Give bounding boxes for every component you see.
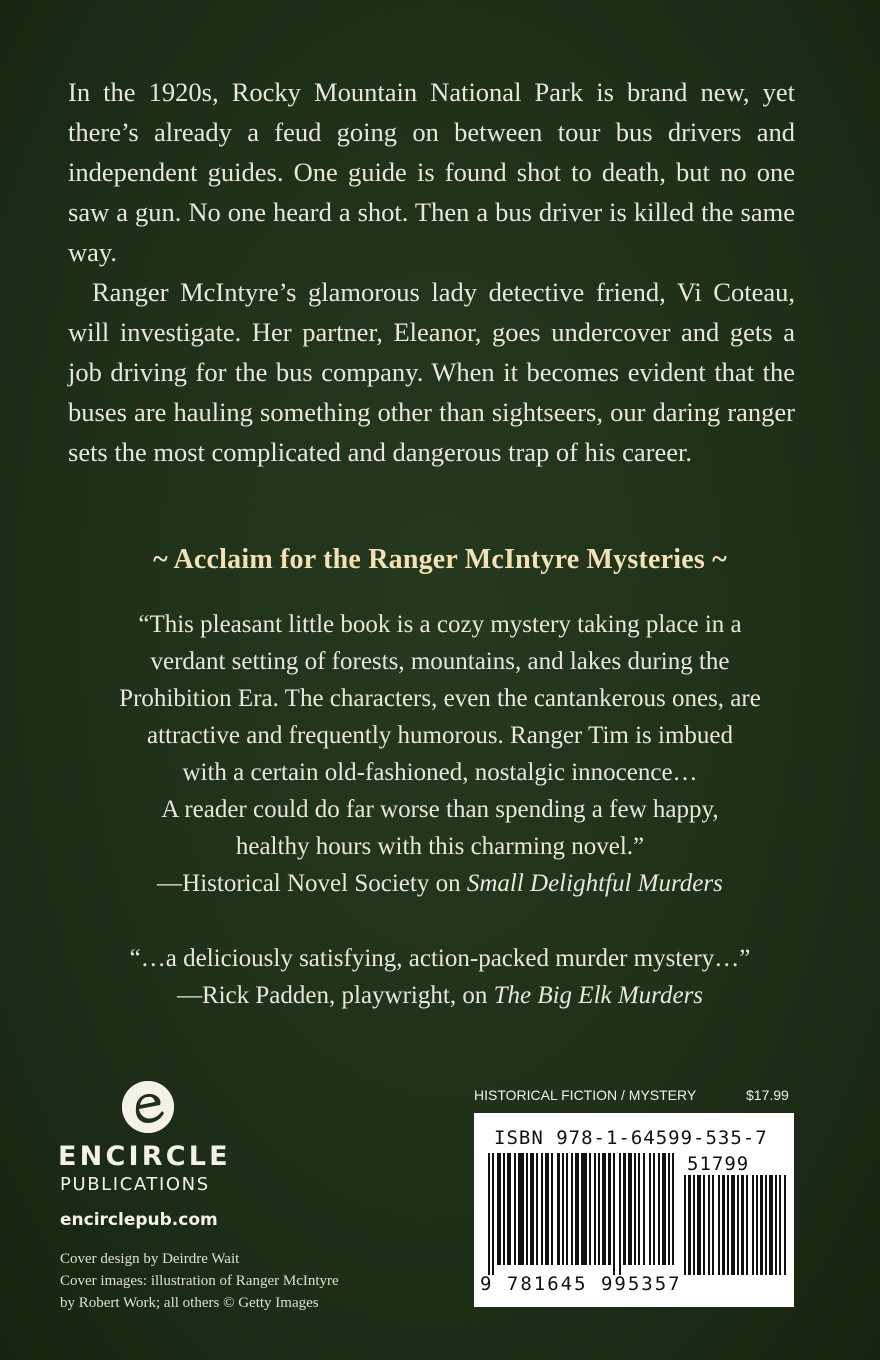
- attribution-book-title: Small Delightful Murders: [466, 870, 723, 897]
- credit-line: Cover design by Deirdre Wait: [60, 1251, 240, 1267]
- attribution-source: —Historical Novel Society on: [157, 870, 467, 897]
- quote-line: healthy hours with this charming novel.”: [235, 833, 645, 860]
- credit-line: Cover images: illustration of Ranger McIntyre: [60, 1273, 339, 1289]
- quote-line: with a certain old-fashioned, nostalgic innocence…: [182, 759, 698, 786]
- publisher-subtitle: PUBLICATIONS: [60, 1174, 210, 1195]
- publisher-url[interactable]: encirclepub.com: [60, 1210, 218, 1230]
- review-quote-2: [40, 940, 840, 1014]
- isbn-barcode: [474, 1113, 794, 1307]
- publisher-name: ENCIRCLE: [58, 1141, 231, 1172]
- quote-attribution: [40, 865, 840, 902]
- quote-line: Prohibition Era. The characters, even the cantankerous ones, are: [119, 685, 761, 712]
- quote-line: attractive and frequently humorous. Ranger Tim is imbued: [146, 722, 733, 749]
- blurb-paragraph-2: Ranger McIntyre’s glamorous lady detective friend, Vi Coteau, will investigate. Her partner, Eleanor, goes undercover and gets a job driving for the bus company. When it becomes evident that the buses are hauling something other than sightseers, our daring ranger sets the most complicated and dangerous trap of his career.: [68, 277, 795, 467]
- isbn-label: ISBN 978-1-64599-535-7: [494, 1127, 768, 1149]
- blurb-paragraph-1: In the 1920s, Rocky Mountain National Park is brand new, yet there’s already a feud going on between tour bus drivers and independent guides. One guide is found shot to death, but no one saw a gun. No one heard a shot. Then a bus driver is killed the same way.: [68, 77, 795, 267]
- review-quote-1: [40, 606, 840, 902]
- acclaim-heading: ~ Acclaim for the Ranger McIntyre Mysteries ~: [153, 544, 727, 575]
- ean-barcode-bars: [488, 1153, 678, 1275]
- encircle-e-logo-icon: [122, 1081, 174, 1133]
- quote-line: “…a deliciously satisfying, action-packed murder mystery…”: [129, 945, 751, 972]
- price-code-label: 51799: [687, 1153, 750, 1175]
- quote-line: verdant setting of forests, mountains, and lakes during the: [150, 648, 730, 675]
- addon-barcode-bars: [684, 1175, 788, 1275]
- attribution-source: —Rick Padden, playwright, on: [176, 982, 494, 1009]
- quote-attribution: [40, 977, 840, 1014]
- cover-credits: [60, 1248, 380, 1314]
- isbn-digits: 9 781645 995357: [480, 1273, 682, 1295]
- quote-line: A reader could do far worse than spending a few happy,: [161, 796, 719, 823]
- attribution-book-title: The Big Elk Murders: [493, 982, 704, 1009]
- book-category: HISTORICAL FICTION / MYSTERY: [474, 1087, 697, 1103]
- quote-line: “This pleasant little book is a cozy mystery taking place in a: [138, 611, 742, 638]
- back-cover-blurb: [68, 72, 795, 472]
- credit-line: by Robert Work; all others © Getty Images: [60, 1295, 319, 1311]
- book-price: $17.99: [746, 1087, 789, 1103]
